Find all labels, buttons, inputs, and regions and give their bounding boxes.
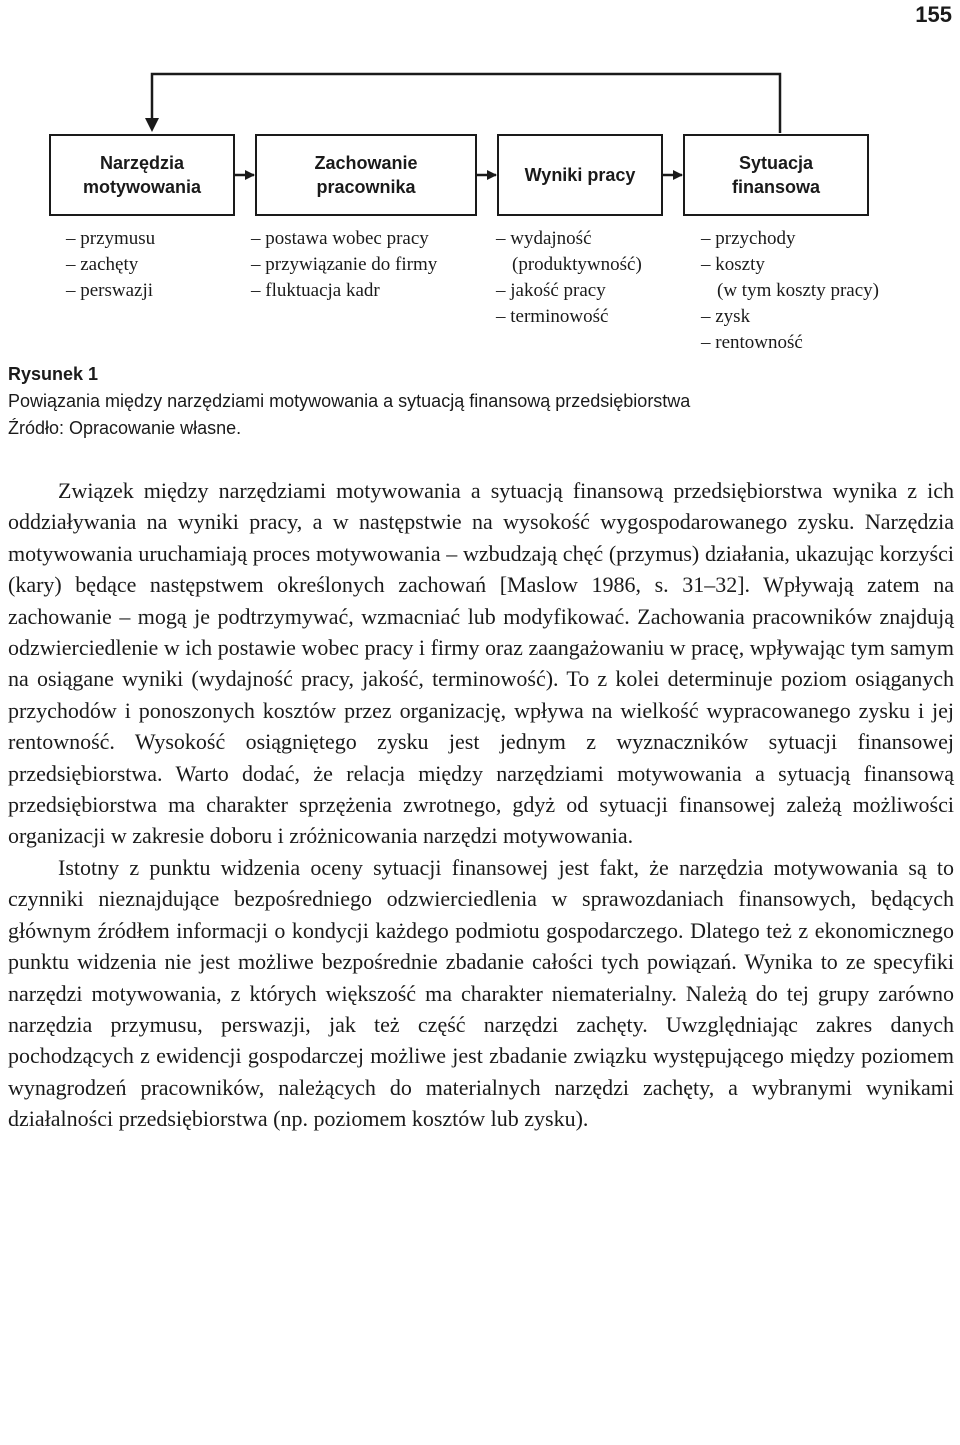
box-label-line: Zachowanie [314, 153, 418, 173]
figure-title: Powiązania między narzędziami motywowania a sytuacją finansową przedsiębiorstwa [8, 391, 691, 411]
box-narzedzia-motywowania [49, 134, 235, 216]
box-wyniki-pracy [497, 134, 663, 216]
figure-label: Rysunek 1 [8, 364, 99, 384]
list-item: – przychody [701, 228, 796, 249]
list-item: – terminowość [496, 306, 609, 327]
feedback-loop-line [152, 74, 780, 133]
list-item: – przywiązanie do firmy [251, 254, 438, 275]
list-item: (produktywność) [512, 254, 642, 275]
list-item: – koszty [701, 254, 765, 275]
paragraph: Istotny z punktu widzenia oceny sytuacji finansowej jest fakt, że narzędzia motywowania są to czynniki nieznajdujące bezpośredniego odzwierciedlenia w sprawozdaniach finansowych, będących głównym źródłem informacji o kondycji każdego podmiotu gospodarczego. Dlatego też z ekonomicznego punktu widzenia nie jest możliwe bezpośrednie zbadanie całości tych powiązań. Wynika to ze specyfiki narzędzi motywowania, z których większość ma charakter niematerialny. Należą do tej grupy zarówno narzędzia przymusu, perswazji, jak też część narzędzi zachęty. Uwzględniając zakres danych pochodzących z ewidencji gospodarczej możliwe jest zbadanie związku występującego między poziomem wynagrodzeń pracowników, należących do materialnych narzędzi zachęty, a wybranymi wynikami działalności przedsiębiorstwa (np. poziomem kosztów lub zysku). [8, 854, 954, 1132]
box-label-line: finansowa [731, 177, 820, 197]
box-label-line: Narzędzia [99, 153, 185, 173]
box-label-line: pracownika [316, 177, 416, 197]
box-sytuacja-finansowa [683, 134, 869, 216]
list-item: – wydajność [496, 228, 592, 249]
box-zachowanie-pracownika [255, 134, 477, 216]
list-wyniki [496, 226, 642, 330]
box-label-line: motywowania [82, 177, 202, 197]
list-item: – perswazji [66, 280, 154, 301]
figure-source: Źródło: Opracowanie własne. [8, 418, 242, 438]
list-item: – postawa wobec pracy [251, 228, 429, 249]
list-item: – zachęty [66, 254, 139, 275]
list-narzedzia [66, 226, 155, 304]
body-text [8, 475, 954, 1135]
feedback-loop-arrowhead [145, 118, 159, 132]
page-number: 155 [915, 2, 952, 27]
list-item: – rentowność [701, 332, 803, 353]
paragraph: Związek między narzędziami motywowania a sytuacją finansową przedsiębiorstwa wynika z ich oddziaływania na wyniki pracy, a w następstwie na wysokość wygospodarowanego zysku. Narzędzia motywowania uruchamiają proces motywowania – wzbudzają chęć (przymus) działania, ukazując korzyści (kary) będące następstwem określonych zachowań [Maslow 1986, s. 31–32]. Wpływają zatem na zachowanie – mogą je podtrzymywać, wzmacniać lub modyfikować. Zachowania pracowników znajdują odzwierciedlenie w ich postawie wobec pracy i firmy oraz zaangażowaniu w pracę, wpływając tym samym na osiągane wyniki (wydajność pracy, jakość, terminowość). To z kolei determinuje poziom osiąganych przychodów i ponoszonych kosztów przez organizację, wpływa na wielkość wypracowanego zysku i jej rentowność. Wysokość osiągniętego zysku jest jednym z wyznaczników sytuacji finansowej przedsiębiorstwa. Warto dodać, że relacja między narzędziami motywowania a sytuacją finansową przedsiębiorstwa ma charakter sprzężenia zwrotnego, gdyż od sytuacji finansowej zależą możliwości organizacji w zakresie doboru i zróżnicowania narzędzi motywowania. [8, 478, 954, 849]
list-item: – zysk [701, 306, 751, 327]
list-item: (w tym koszty pracy) [717, 280, 879, 301]
list-item: – fluktuacja kadr [251, 280, 380, 301]
box-label-line: Wyniki pracy [524, 165, 636, 185]
list-item: – przymusu [66, 228, 156, 249]
box-label-line: Sytuacja [738, 153, 814, 173]
list-item: – jakość pracy [496, 280, 606, 301]
list-sytuacja [701, 226, 879, 356]
list-zachowanie [251, 226, 437, 304]
